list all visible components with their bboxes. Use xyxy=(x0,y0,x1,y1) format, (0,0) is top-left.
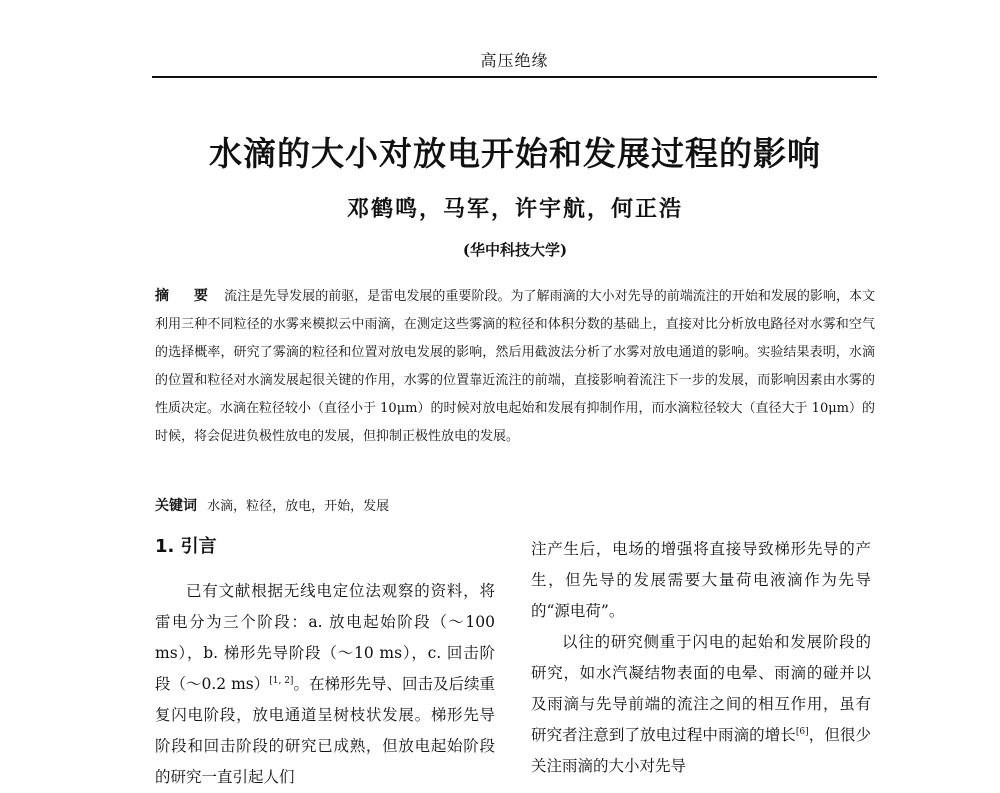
section-heading-intro: 1. 引言 xyxy=(155,536,217,557)
affiliation: (华中科技大学) xyxy=(462,241,568,259)
keywords-label: 关键词 xyxy=(155,498,197,514)
abstract-text: 流注是先导发展的前驱，是雷电发展的重要阶段。为了解雨滴的大小对先导的前端流注的开始和发展的影响，本文利用三种不同粒径的水雾来模拟云中雨滴，在测定这些雾滴的粒径和体积分数的基础上，直接对比分析放电路径对水雾和空气的选择概率，研究了雾滴的粒径和位置对放电发展的影响，然后用截波法分析了水雾对放电通道的影响。实验结果表明，水滴的位置和粒径对水滴发展起很关键的作用，水雾的位置靠近流注的前端，直接影响着流注下一步的发展，而影响因素由水雾的性质决定。水滴在粒径较小（直径小于 10μm）的时候对放电起始和发展有抑制作用，而水滴粒径较大（直径大于 10μm）的时候，将会促进负极性放电的发展，但抑制正极性放电的发展。 xyxy=(155,289,875,444)
citation-1-2: [1, 2] xyxy=(269,675,294,686)
right-text-a: 以往的研究侧重于闪电的起始和发展阶段的研究，如水汽凝结物表面的电晕、雨滴的碰并以及雨滴与先导前端的流注之间的相互作用，虽有研究者注意到了放电过程中雨滴的增长 xyxy=(531,633,871,744)
running-header: 高压绝缘 xyxy=(480,51,549,70)
keywords xyxy=(155,494,875,519)
intro-paragraph-1 xyxy=(155,576,495,793)
keywords-text: 水滴，粒径，放电，开始，发展 xyxy=(207,499,390,514)
authors: 邓鹤鸣，马军，许宇航，何正浩 xyxy=(346,196,683,222)
abstract xyxy=(155,282,875,451)
abstract-label: 摘 要 xyxy=(155,288,218,304)
right-paragraph-1: 注产生后，电场的增强将直接导致梯形先导的产生，但先导的发展需要大量荷电液滴作为先导的“源电荷”。 xyxy=(531,540,871,620)
right-column xyxy=(531,534,871,782)
right-paragraph-2 xyxy=(531,627,871,782)
left-column xyxy=(155,532,495,793)
citation-6: [6] xyxy=(795,726,809,737)
header-rule xyxy=(152,76,877,78)
paper-title: 水滴的大小对放电开始和发展过程的影响 xyxy=(209,134,821,173)
intro-text-a: 已有文献根据无线电定位法观察的资料，将雷电分为三个阶段：a. 放电起始阶段（～100 ms），b. 梯形先导阶段（～10 ms），c. 回击阶段（～0.2 ms） xyxy=(155,582,495,693)
intro-text-b: 。在梯形先导、回击及后续重复闪电阶段，放电通道呈树枝状发展。梯形先导阶段和回击阶段的研究已成熟，但放电起始阶段的研究一直引起人们 xyxy=(155,675,495,786)
right-text-b: ，但很少关注雨滴的大小对先导 xyxy=(531,726,871,775)
